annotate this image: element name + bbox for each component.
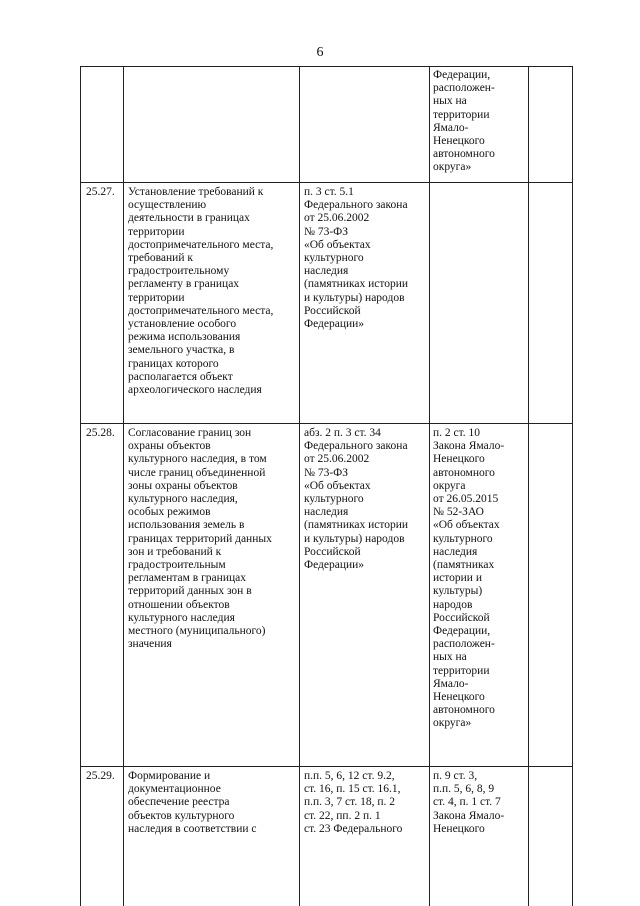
row-number: 25.29. <box>86 770 115 782</box>
column-divider <box>528 67 529 906</box>
row-number: 25.27. <box>86 186 115 198</box>
row-divider <box>81 182 572 183</box>
row-divider <box>81 766 572 767</box>
regional-legal-basis: п. 2 ст. 10 Закона Ямало- Ненецкого автономного округа от 26.05.2015 № 52-ЗАО «Об объектах культурного наследия (памятниках истории и культуры) народов Российской Федерации, расположен- ных на территории Ямало- Ненецкого автономного округа» <box>433 427 505 730</box>
row-divider <box>81 423 572 424</box>
page-number: 6 <box>316 45 324 60</box>
regional-legal-basis: п. 9 ст. 3, п.п. 5, 6, 8, 9 ст. 4, п. 1 ст. 7 Закона Ямало- Ненецкого <box>433 770 505 835</box>
power-description: Формирование и документационное обеспечение реестра объектов культурного наследия в соответствии с <box>128 770 257 835</box>
federal-legal-basis: п.п. 5, 6, 12 ст. 9.2, ст. 16, п. 15 ст. 16.1, п.п. 3, 7 ст. 18, п. 2 ст. 22, пп. 2 п. 1 ст. 23 Федерального <box>304 770 403 835</box>
federal-legal-basis: абз. 2 п. 3 ст. 34 Федерального закона от 25.06.2002 № 73-ФЗ «Об объектах культурного наследия (памятниках истории и культуры) народов Российской Федерации» <box>304 427 409 572</box>
federal-legal-basis: п. 3 ст. 5.1 Федерального закона от 25.06.2002 № 73-ФЗ «Об объектах культурного наследия (памятниках истории и культуры) народов Российской Федерации» <box>304 186 409 331</box>
row-number: 25.28. <box>86 427 115 439</box>
power-description: Согласование границ зон охраны объектов культурного наследия, в том числе границ объединенной зоны охраны объектов культурного наследия, особых режимов использования земель в границах территорий данных зон и требований к градостроительным регламентам в границах территорий данных зон в отношении объектов культурного наследия местного (муниципального) значения <box>128 427 272 651</box>
regional-legal-basis: Федерации, расположен- ных на территории Ямало- Ненецкого автономного округа» <box>433 69 495 174</box>
power-description: Установление требований к осуществлению деятельности в границах территории достопримечательного места, требований к градостроительному регламенту в границах территории достопримечательного места, установление особого режима использования земельного участка, в границах которого располагается объект археологического наследия <box>128 186 274 397</box>
document-table <box>80 66 573 906</box>
column-divider <box>123 67 124 906</box>
